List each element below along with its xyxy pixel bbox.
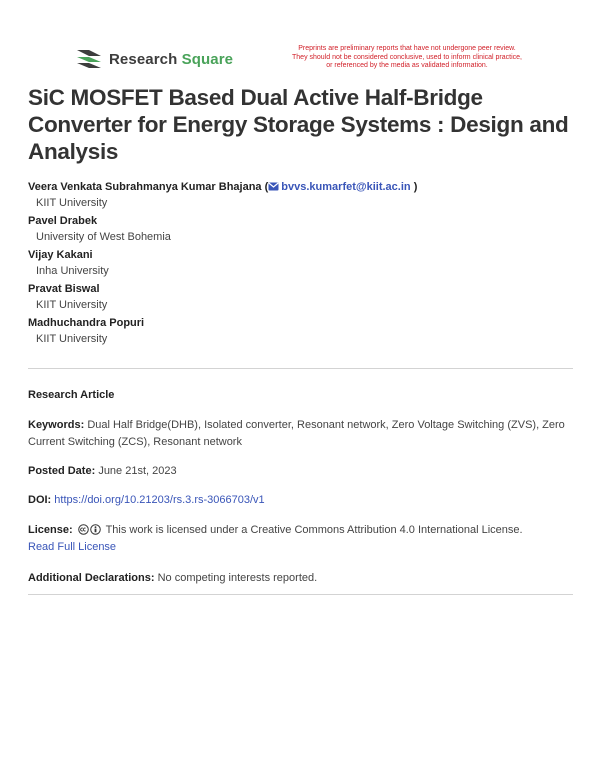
posted-date-value: June 21st, 2023 [98,465,177,477]
author-affiliation: KIIT University [36,333,108,345]
author-name: Pravat Biswal [28,283,100,295]
license-text: This work is licensed under a Creative Commons Attribution 4.0 International License. [105,524,523,536]
envelope-icon [268,182,279,191]
author-entry [28,281,578,313]
author-name: Madhuchandra Popuri [28,317,145,329]
disclaimer-line: They should not be considered conclusive, used to inform clinical practice, [292,53,522,61]
additional-declarations [28,570,573,587]
doi [28,492,573,509]
author-email: bvvs.kumarfet@kiit.ac.in [281,181,411,193]
doi-link[interactable]: https://doi.org/10.21203/rs.3.rs-3066703/v1 [54,494,265,506]
attribution-icon [90,524,101,535]
research-square-logo-icon [76,48,102,70]
article-type [28,387,573,404]
logo-text-research: Research [109,50,178,68]
cc-icons [78,524,101,535]
article-type-label: Research Article [28,389,115,401]
author-entry [28,213,578,245]
posted-date-label: Posted Date: [28,465,96,477]
preprint-disclaimer [262,45,552,71]
research-square-logo[interactable] [76,48,233,70]
license-label: License: [28,524,73,536]
author-name: Vijay Kakani [28,249,93,261]
disclaimer-line: or referenced by the media as validated information. [326,62,488,69]
author-affiliation: KIIT University [36,197,108,209]
creative-commons-icon [78,524,89,535]
posted-date [28,463,573,480]
license [28,522,573,556]
author-entry [28,315,578,347]
paper-title: SiC MOSFET Based Dual Active Half-Bridge Converter for Energy Storage Systems : Design and Analysis [28,85,569,164]
author-entry [28,247,578,279]
divider [28,594,573,595]
read-full-license-link[interactable]: Read Full License [28,541,117,553]
author-email-link[interactable] [268,181,410,193]
author-name: Veera Venkata Subrahmanya Kumar Bhajana [28,181,262,193]
declarations-value: No competing interests reported. [157,572,318,584]
author-entry: Veera Venkata Subrahmanya Kumar Bhajana ( bvvs.kumarfet@kiit.ac.in ) KIIT University [28,179,578,211]
logo-text-square: Square [181,50,234,68]
disclaimer-line: Preprints are preliminary reports that have not undergone peer review. [298,45,516,52]
keywords-value: Dual Half Bridge(DHB), Isolated converter, Resonant network, Zero Voltage Switching (ZVS), Zero Current Switching (ZCS), Resonant network [28,419,565,448]
doi-label: DOI: [28,494,52,506]
author-affiliation: University of West Bohemia [36,231,171,243]
logo-text [109,51,233,68]
author-affiliation: Inha University [36,265,109,277]
keywords [28,417,573,451]
declarations-label: Additional Declarations: [28,572,155,584]
author-affiliation: KIIT University [36,299,108,311]
author-list [28,179,578,349]
keywords-label: Keywords: [28,419,85,431]
divider [28,368,573,369]
author-name: Pavel Drabek [28,215,98,227]
